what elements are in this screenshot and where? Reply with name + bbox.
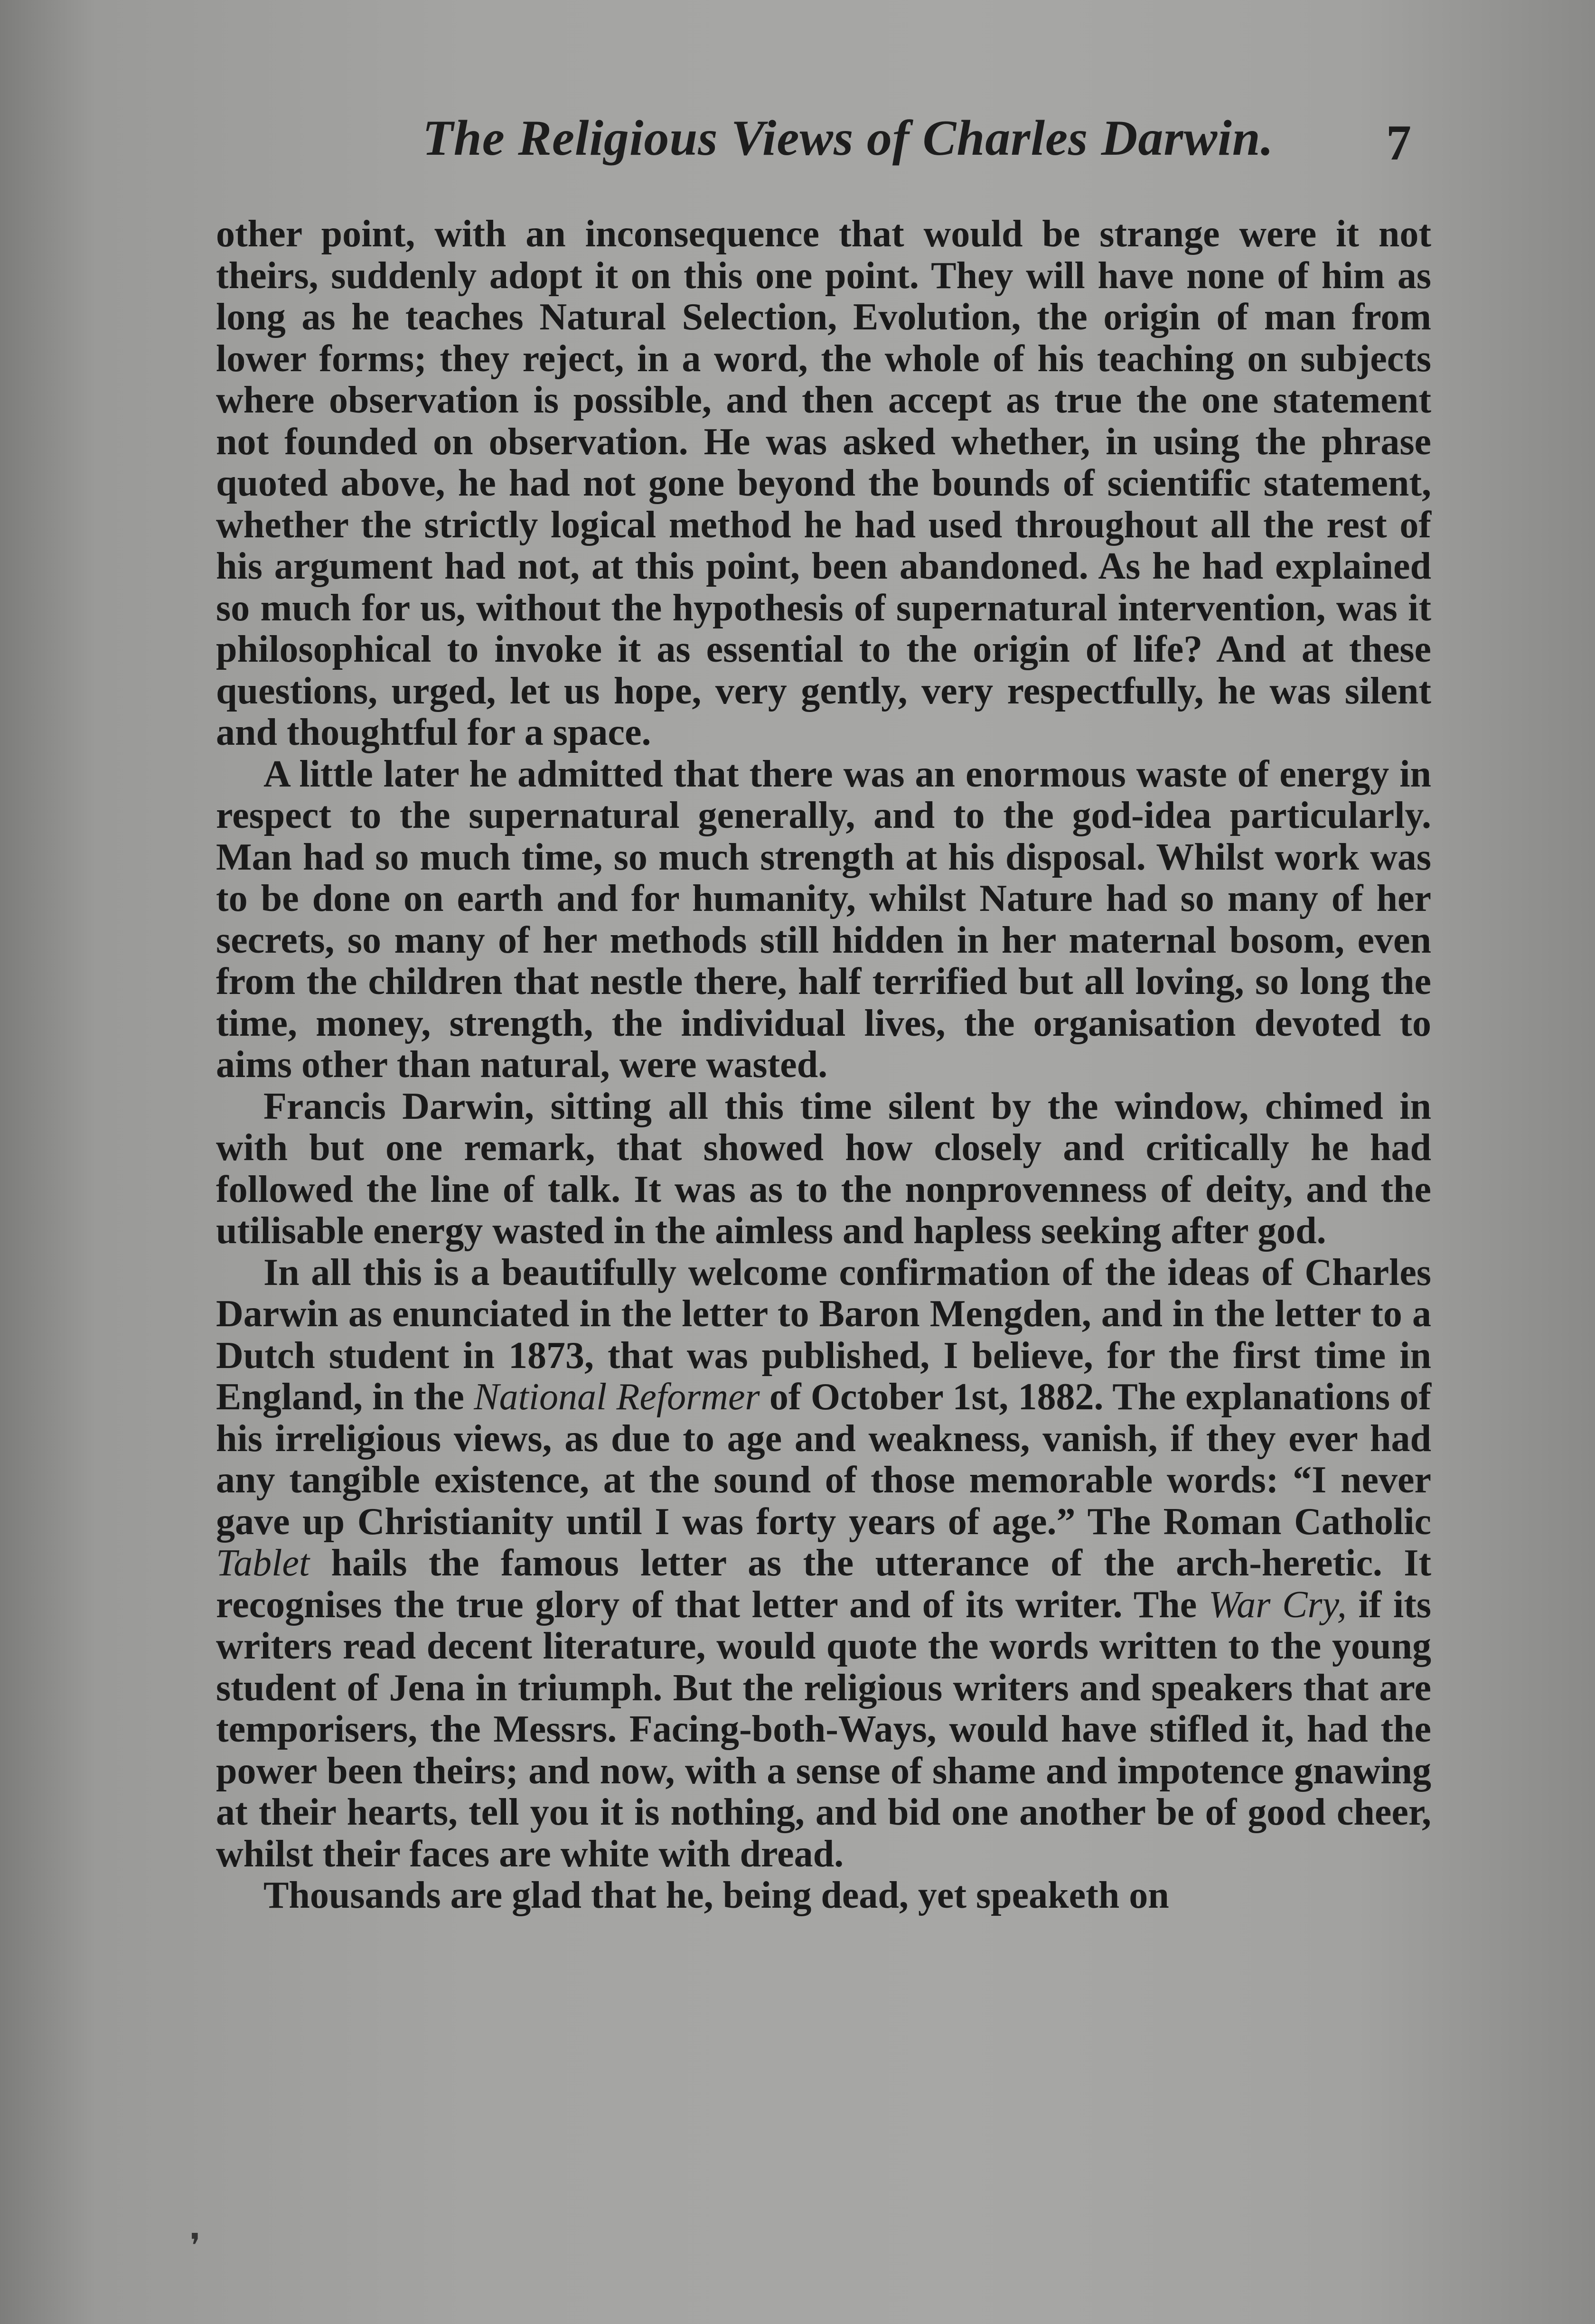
italic-title-national-reformer: National Reformer [474, 1376, 760, 1418]
running-title: The Religious Views of Charles Darwin. [422, 110, 1274, 166]
body-text [216, 214, 1431, 1917]
paragraph-4-part-a: In all this is a beautifully welcome confirmation of the ideas of Charles Darwin as enunciated in the letter to Baron Mengden, and in the letter to a Dutch student in 1873, that was published, I believe, for the first time in England, in the [216, 1251, 1431, 1418]
paragraph-4 [216, 1252, 1431, 1875]
italic-title-war-cry: War Cry, [1209, 1584, 1347, 1626]
paragraph-3: Francis Darwin, sitting all this time silent by the window, chimed in with but one remark, that showed how closely and critically he had followed the line of talk. It was as to the nonprovenness of deity, and the utilisable energy wasted in the aimless and hapless seeking after god. [216, 1085, 1431, 1252]
margin-mark-icon: ❜ [190, 2226, 201, 2265]
paragraph-4-part-c: hails the famous letter as the utterance of the arch-heretic. It recognises the true glory of that letter and of its writer. The [216, 1542, 1432, 1626]
paragraph-2: A little later he admitted that there was an enormous waste of energy in respect to the supernatural generally, and to the god-idea particularly. Man had so much time, so much strength at his disposal. Whilst work was to be done on earth and for humanity, whilst Nature had so many of her secrets, so many of her methods still hidden in her maternal bosom, even from the children that nestle there, half terrified but all loving, so long the time, money, strength, the individual lives, the organisation devoted to aims other than natural, were wasted. [216, 753, 1431, 1086]
paragraph-4-part-d: if its writers read decent literature, would quote the words written to the young student of Jena in triumph. But the religious writers and speakers that are temporisers, the Messrs. Facing-both-Ways, would have stifled it, had the power been theirs; and now, with a sense of shame and impotence gnawing at their hearts, tell you it is nothing, and bid one another be of good cheer, whilst their faces are white with dread. [216, 1584, 1432, 1875]
page-number: 7 [1386, 115, 1411, 170]
paragraph-5: Thousands are glad that he, being dead, yet speaketh on [263, 1874, 1169, 1916]
paragraph-1: other point, with an inconsequence that would be strange were it not theirs, suddenly adopt it on this one point. They will have none of him as long as he teaches Natural Selection, Evolution, the origin of man from lower forms; they reject, in a word, the whole of his teaching on subjects where observation is possible, and then accept as true the one statement not founded on observation. He was asked whether, in using the phrase quoted above, he had not gone beyond the bounds of scientific statement, whether the strictly logical method he had used throughout all the rest of his argument had not, at this point, been abandoned. As he had explained so much for us, without the hypothesis of supernatural intervention, was it philosophical to invoke it as essential to the origin of life? And at these questions, urged, let us hope, very gently, very respectfully, he was silent and thoughtful for a space. [216, 213, 1431, 753]
italic-title-tablet: Tablet [216, 1542, 310, 1584]
paragraph-4-part-b: of October 1st, 1882. The explanations of his irreligious views, as due to age and weakness, vanish, if they ever had any tangible existence, at the sound of those memorable words: “I never gave up Christianity until I was forty years of age.” The Roman Catholic [216, 1376, 1432, 1543]
